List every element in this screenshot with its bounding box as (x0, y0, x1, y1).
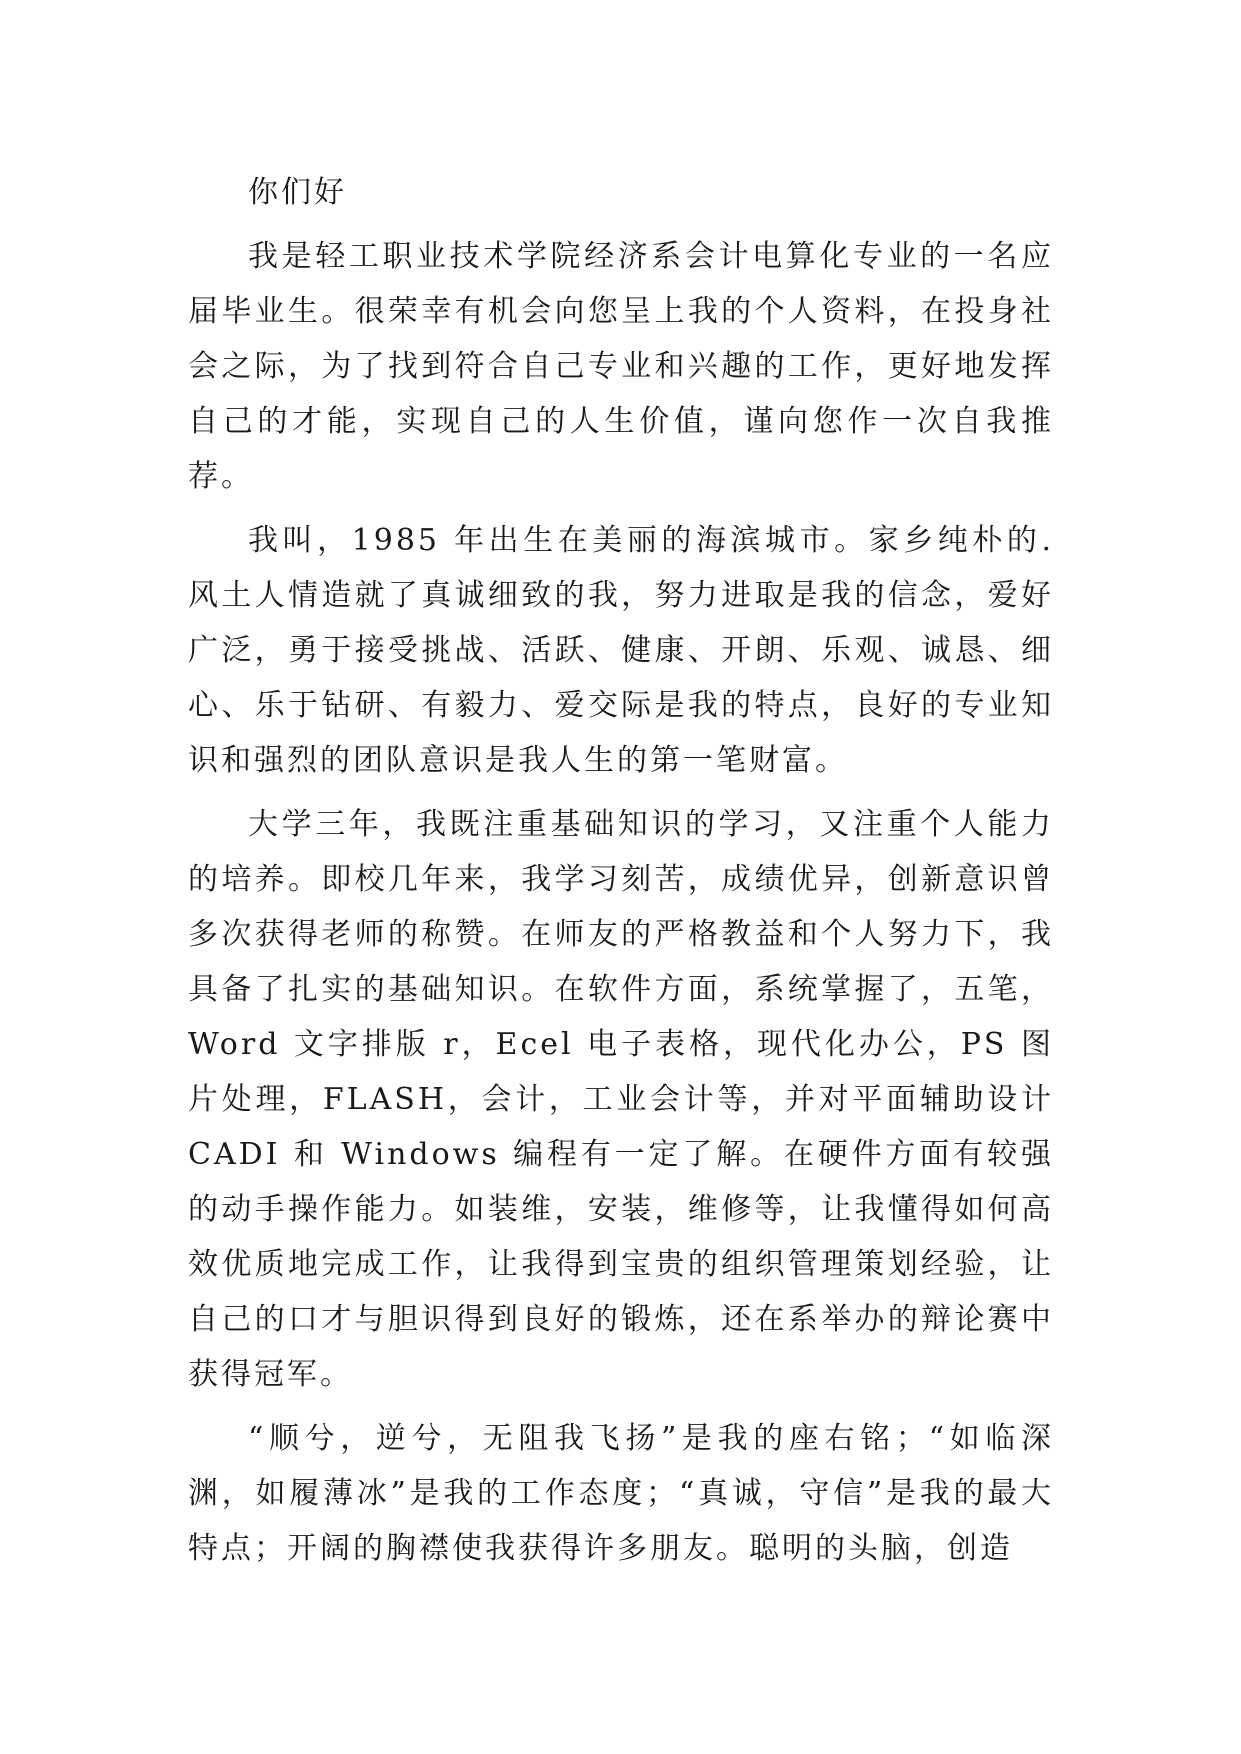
document-body (188, 165, 1054, 1585)
paragraph-introduction: 我是轻工职业技术学院经济系会计电算化专业的一名应届毕业生。很荣幸有机会向您呈上我的个人资料，在投身社会之际，为了找到符合自己专业和兴趣的工作，更好地发挥自己的才能，实现自己的人生价值，谨向您作一次自我推荐。 (188, 239, 1054, 494)
paragraph-motto: “顺兮，逆兮，无阻我飞扬”是我的座右铭；“如临深渊，如履薄冰”是我的工作态度；“真诚，守信”是我的最大特点；开阔的胸襟使我获得许多朋友。聪明的头脑，创造 (188, 1421, 1054, 1566)
greeting-line: 你们好 (248, 175, 347, 210)
paragraph-background: 我叫，1985 年出生在美丽的海滨城市。家乡纯朴的.风土人情造就了真诚细致的我，努力进取是我的信念，爱好广泛，勇于接受挑战、活跃、健康、开朗、乐观、诚恳、细心、乐于钻研、有毅力、爱交际是我的特点，良好的专业知识和强烈的团队意识是我人生的第一笔财富。 (188, 523, 1054, 778)
paragraph-education-skills: 大学三年，我既注重基础知识的学习，又注重个人能力的培养。即校几年来，我学习刻苦，成绩优异，创新意识曾多次获得老师的称赞。在师友的严格教益和个人努力下，我具备了扎实的基础知识。在软件方面，系统掌握了，五笔，Word 文字排版 r，Ecel 电子表格，现代化办公，PS 图片处理，FLASH，会计，工业会计等，并对平面辅助设计 CADI 和 Windows 编程有一定了解。在硬件方面有较强的动手操作能力。如装维，安装，维修等，让我懂得如何高效优质地完成工作，让我得到宝贵的组织管理策划经验，让自己的口才与胆识得到良好的锻炼，还在系举办的辩论赛中获得冠军。 (188, 807, 1054, 1392)
